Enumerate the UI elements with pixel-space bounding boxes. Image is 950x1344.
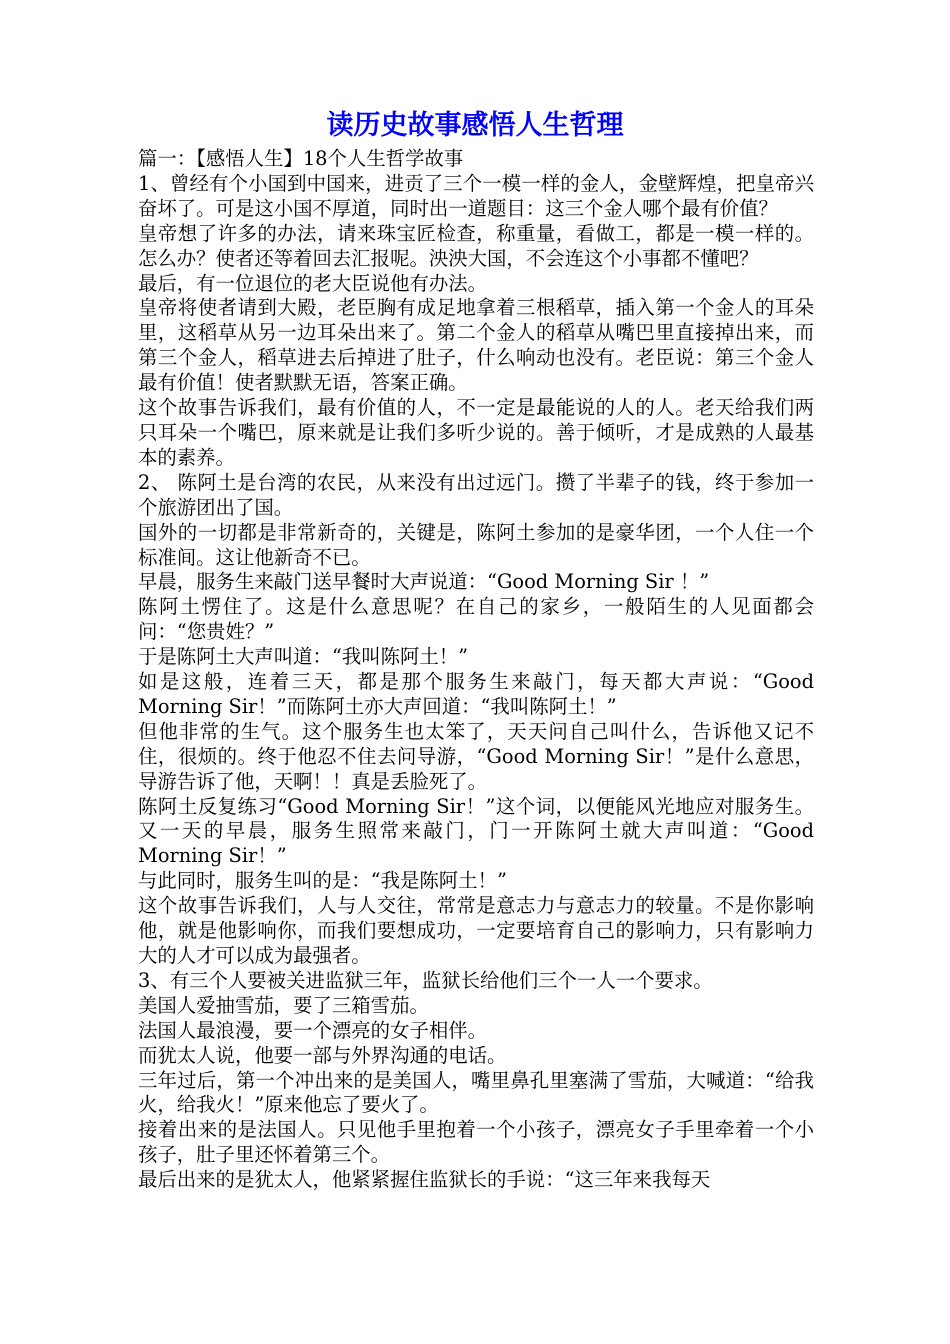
paragraph: 陈阿土反复练习“Good Morning Sir！”这个词，以便能风光地应对服务生。 又一天的早晨，服务生照常来敲门，门一开陈阿土就大声叫道：“Good Morning Sir！” — [138, 794, 814, 868]
paragraph: 接着出来的是法国人。只见他手里抱着一个小孩子，漂亮女子手里牵着一个小孩子，肚子里还怀着第三个。 — [138, 1118, 814, 1167]
paragraph: 最后，有一位退位的老大臣说他有办法。 — [138, 271, 488, 295]
paragraph: 但他非常的生气。这个服务生也太笨了，天天问自己叫什么，告诉他又记不住，很烦的。终于他忍不住去问导游，“Good Morning Sir！”是什么意思，导游告诉了他，天啊！！真是丢脸死了。 — [138, 719, 815, 793]
paragraph: 2、 陈阿土是台湾的农民，从来没有出过远门。攒了半辈子的钱，终于参加一个旅游团出了国。 — [138, 470, 814, 519]
paragraph: 最后出来的是犹太人，他紧紧握住监狱长的手说：“这三年来我每天 — [138, 1168, 711, 1192]
paragraph: 1、曾经有个小国到中国来，进贡了三个一模一样的金人，金壁辉煌，把皇帝兴奋坏了。可是这小国不厚道，同时出一道题目：这三个金人哪个最有价值？ — [138, 171, 814, 220]
paragraph: 陈阿土愣住了。这是什么意思呢？在自己的家乡，一般陌生的人见面都会问：“您贵姓？” — [138, 595, 814, 644]
paragraph: 3、有三个人要被关进监狱三年，监狱长给他们三个一人一个要求。 — [138, 968, 713, 992]
paragraph: 而犹太人说，他要一部与外界沟通的电话。 — [138, 1043, 507, 1067]
document-body — [138, 147, 814, 1193]
paragraph: 篇一：【感悟人生】18个人生哲学故事 — [138, 147, 464, 170]
paragraph: 早晨，服务生来敲门送早餐时大声说道：“Good Morning Sir ！” — [138, 570, 710, 594]
paragraph: 美国人爱抽雪茄，要了三箱雪茄。 — [138, 993, 429, 1017]
paragraph: 这个故事告诉我们，人与人交往，常常是意志力与意志力的较量。不是你影响他，就是他影响你，而我们要想成功，一定要培育自己的影响力，只有影响力大的人才可以成为最强者。 — [138, 894, 814, 967]
paragraph: 如是这般，连着三天，都是那个服务生来敲门，每天都大声说：“Good Morning Sir！”而陈阿土亦大声回道：“我叫陈阿土！” — [138, 670, 814, 718]
document-title: 读历史故事感悟人生哲理 — [326, 110, 624, 141]
paragraph: 与此同时，服务生叫的是：“我是陈阿土！” — [138, 869, 507, 893]
paragraph: 法国人最浪漫，要一个漂亮的女子相伴。 — [138, 1018, 488, 1042]
paragraph: 这个故事告诉我们，最有价值的人，不一定是最能说的人的人。老天给我们两只耳朵一个嘴巴，原来就是让我们多听少说的。善于倾听，才是成熟的人最基本的素养。 — [138, 396, 814, 469]
paragraph: 皇帝想了许多的办法，请来珠宝匠检查，称重量，看做工，都是一模一样的。怎么办？使者还等着回去汇报呢。泱泱大国，不会连这个小事都不懂吧？ — [138, 221, 814, 270]
paragraph: 三年过后，第一个冲出来的是美国人，嘴里鼻孔里塞满了雪茄，大喊道：“给我火，给我火！”原来他忘了要火了。 — [138, 1068, 814, 1117]
paragraph: 皇帝将使者请到大殿，老臣胸有成足地拿着三根稻草，插入第一个金人的耳朵里，这稻草从另一边耳朵出来了。第二个金人的稻草从嘴巴里直接掉出来，而第三个金人，稻草进去后掉进了肚子，什么响动也没有。老臣说：第三个金人最有价值！使者默默无语，答案正确。 — [138, 296, 814, 395]
paragraph: 于是陈阿土大声叫道：“我叫陈阿土！” — [138, 645, 469, 669]
paragraph: 国外的一切都是非常新奇的，关键是，陈阿土参加的是豪华团，一个人住一个标准间。这让他新奇不已。 — [138, 520, 814, 569]
